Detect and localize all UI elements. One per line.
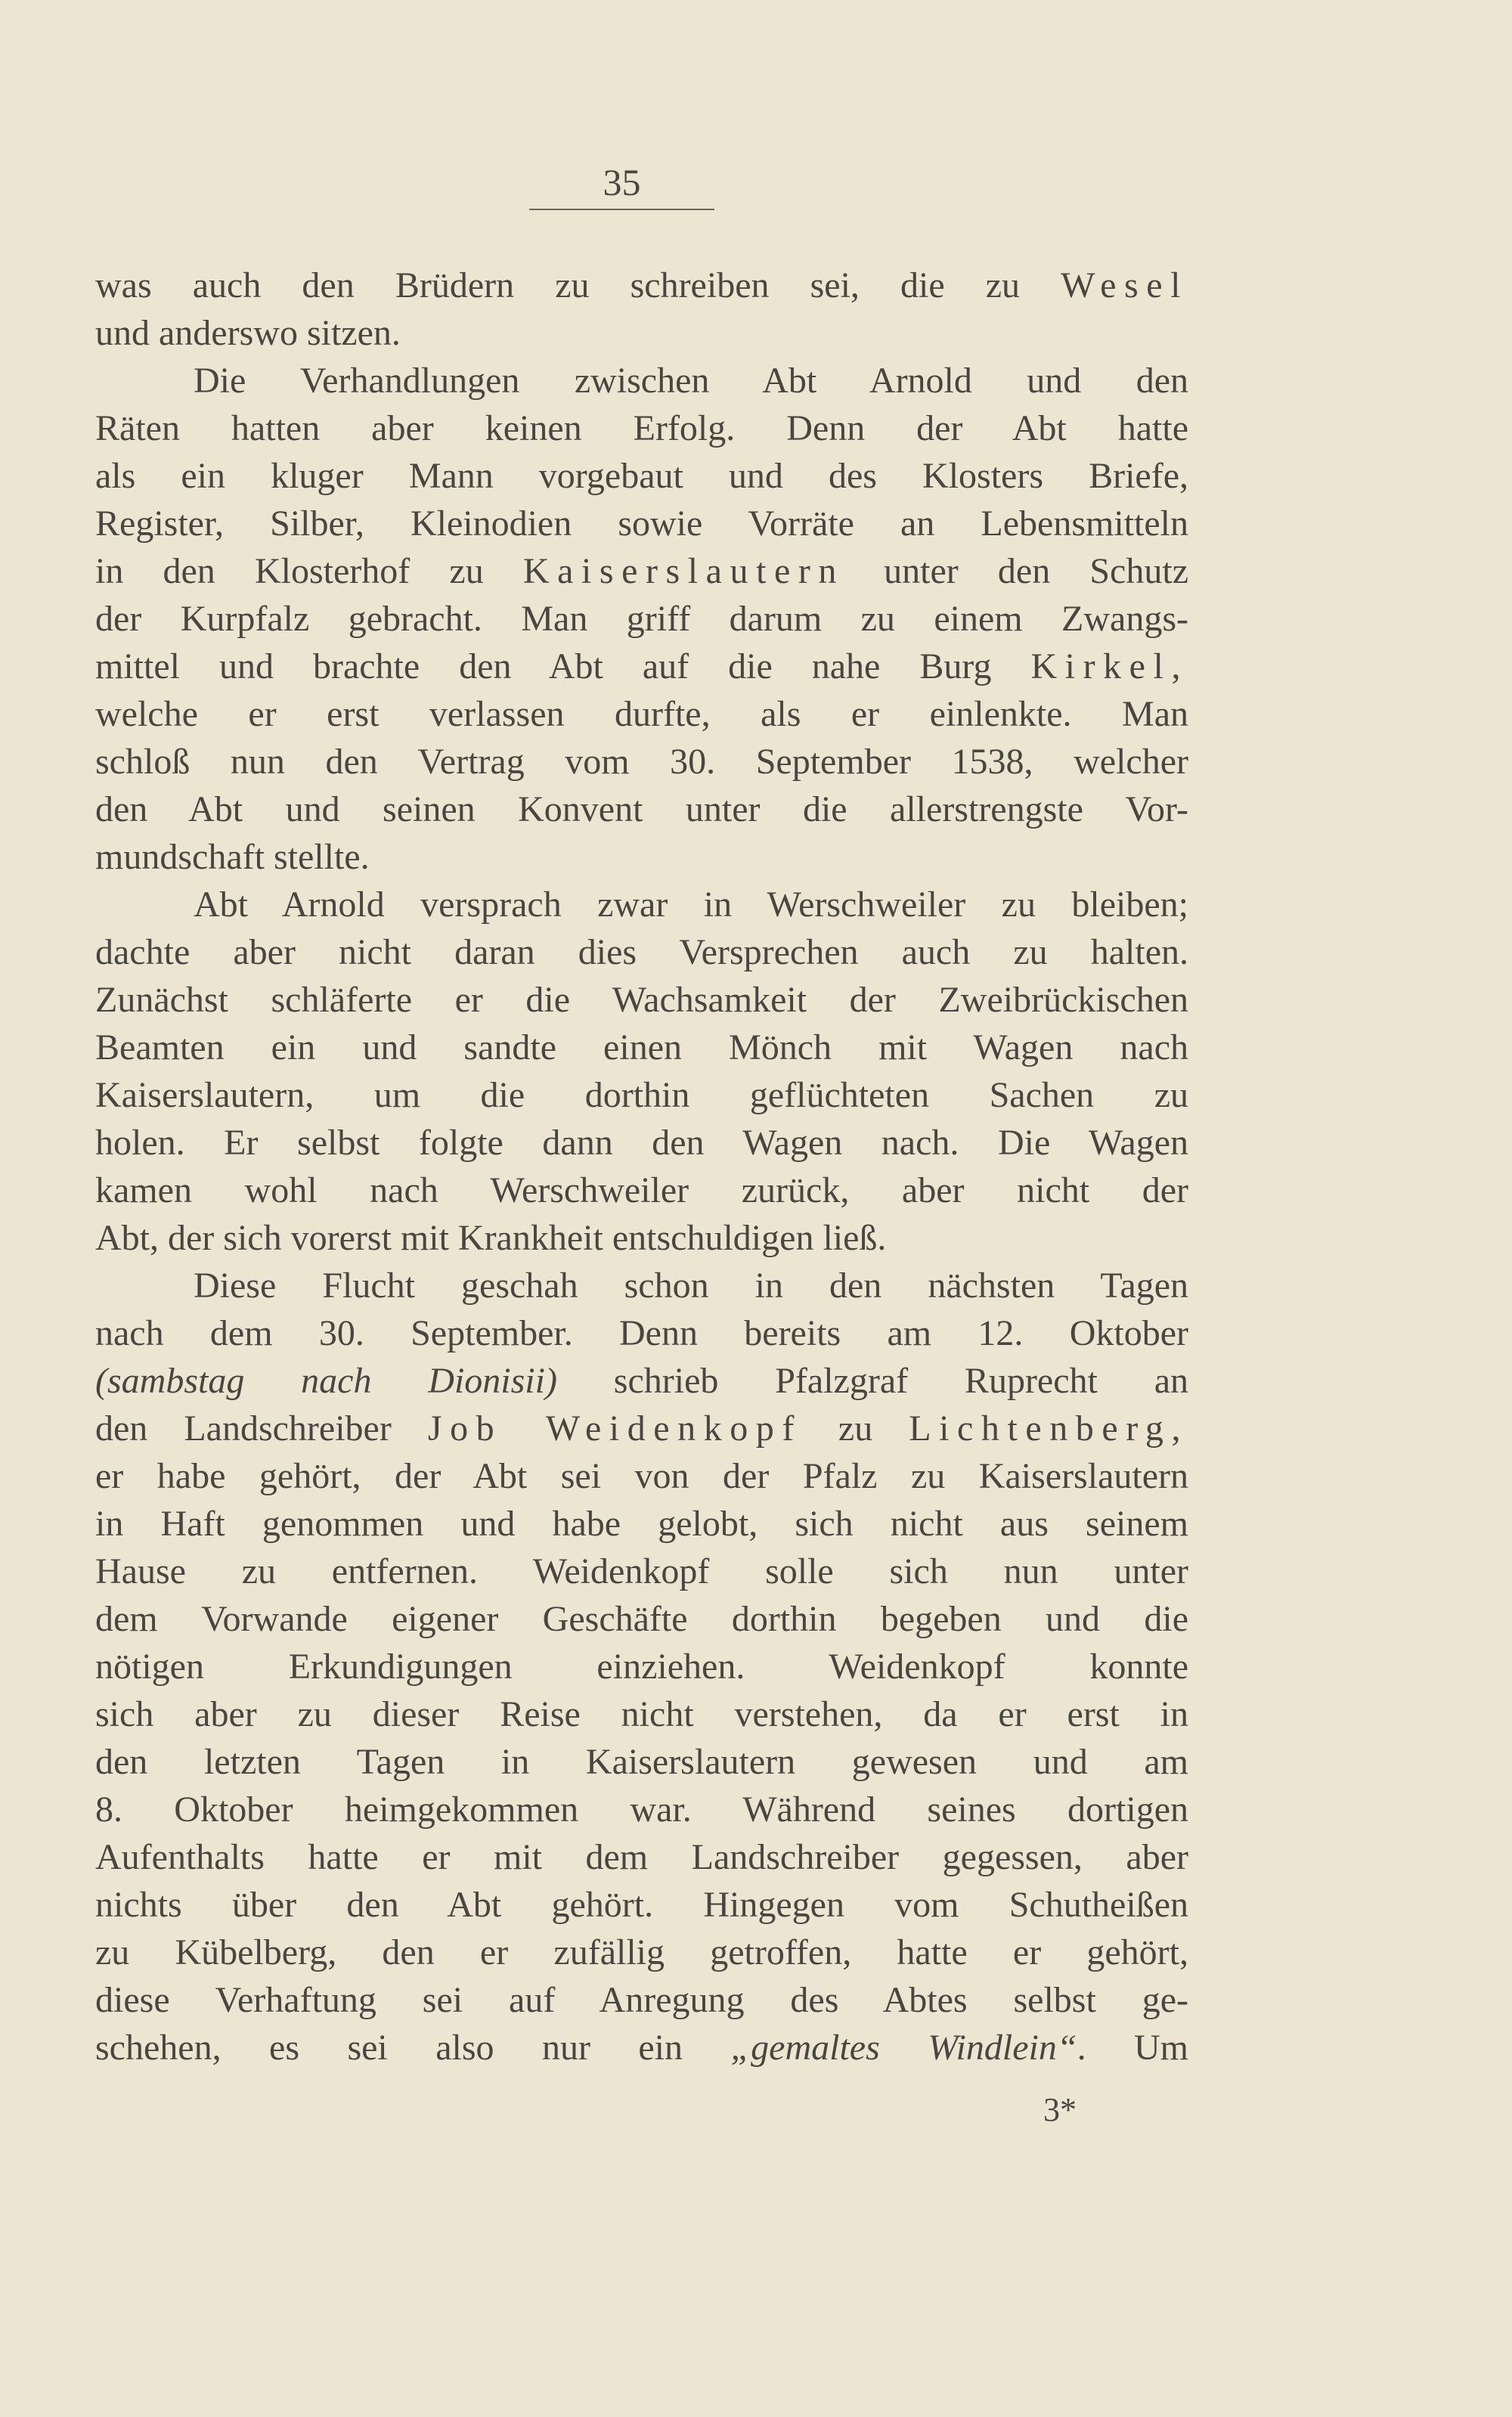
text-segment: schrieb Pfalzgraf Ruprecht an — [556, 1361, 1188, 1401]
spaced-text: Wesel — [1061, 265, 1188, 305]
text-segment: in Haft genommen und habe gelobt, sich nicht aus seinem — [95, 1504, 1188, 1544]
text-line — [95, 643, 1188, 690]
text-line — [95, 1071, 1188, 1119]
text-line — [95, 786, 1188, 833]
text-segment: den Landschreiber — [95, 1408, 428, 1449]
text-segment: Aufenthalts hatte er mit dem Landschreiber gegessen, aber — [95, 1837, 1188, 1877]
text-line — [95, 1976, 1188, 2024]
text-segment: mittel und brachte den Abt auf die nahe Burg — [95, 646, 1031, 686]
text-segment: Abt, der sich vorerst mit Krankheit entschuldigen ließ. — [95, 1218, 887, 1258]
text-line — [95, 1786, 1188, 1833]
text-segment: der Kurpfalz gebracht. Man griff darum zu einem Zwangs- — [95, 599, 1188, 639]
text-line — [95, 1119, 1188, 1167]
text-segment: in den Klosterhof zu — [95, 551, 523, 591]
spaced-text: Kaiserslautern — [522, 551, 844, 591]
text-line — [95, 738, 1188, 786]
text-segment: Diese Flucht geschah schon in den nächsten Tagen — [194, 1266, 1188, 1306]
text-segment: Hause zu entfernen. Weidenkopf solle sich nun unter — [95, 1551, 1188, 1591]
text-line — [95, 1167, 1188, 1214]
text-segment: nichts über den Abt gehört. Hingegen vom Schutheißen — [95, 1885, 1188, 1925]
text-line — [95, 500, 1188, 547]
text-segment: Kaiserslautern, um die dorthin geflüchteten Sachen zu — [95, 1075, 1188, 1115]
text-segment: was auch den Brüdern zu schreiben sei, die zu — [95, 265, 1061, 305]
text-segment: kamen wohl nach Werschweiler zurück, aber nicht der — [95, 1170, 1188, 1210]
text-line — [95, 262, 1188, 309]
text-segment: nötigen Erkundigungen einziehen. Weidenkopf konnte — [95, 1647, 1188, 1687]
text-line — [95, 1643, 1188, 1690]
text-segment: zu Kübelberg, den er zufällig getroffen, hatte er gehört, — [95, 1932, 1188, 1972]
text-segment: als ein kluger Mann vorgebaut und des Klosters Briefe, — [95, 456, 1188, 496]
text-line — [95, 1548, 1188, 1595]
text-line — [95, 1881, 1188, 1929]
text-line — [95, 1452, 1188, 1500]
text-segment: Beamten ein und sandte einen Mönch mit Wagen nach — [95, 1027, 1188, 1068]
text-line — [95, 309, 1188, 357]
text-line — [95, 881, 1188, 928]
text-segment: Abt Arnold versprach zwar in Werschweiler zu bleiben; — [194, 885, 1188, 925]
page-number: 35 — [603, 161, 641, 203]
text-line — [95, 1929, 1188, 1976]
text-line — [95, 1500, 1188, 1548]
text-line — [95, 2024, 1188, 2071]
text-line — [95, 547, 1188, 595]
text-segment: Räten hatten aber keinen Erfolg. Denn der Abt hatte — [95, 408, 1188, 448]
text-segment: mundschaft stellte. — [95, 837, 370, 877]
text-segment: diese Verhaftung sei auf Anregung des Abtes selbst ge- — [95, 1980, 1188, 2020]
italic-text: „gemaltes Windlein“ — [730, 2028, 1077, 2068]
text-segment: Register, Silber, Kleinodien sowie Vorräte an Lebensmitteln — [95, 504, 1188, 544]
text-segment: den letzten Tagen in Kaiserslautern gewesen und am — [95, 1742, 1188, 1782]
text-segment: dachte aber nicht daran dies Versprechen auch zu halten. — [95, 932, 1188, 972]
text-segment: den Abt und seinen Konvent unter die allerstrengste Vor- — [95, 789, 1188, 829]
text-line — [95, 1024, 1188, 1071]
text-line — [95, 1309, 1188, 1357]
text-segment: holen. Er selbst folgte dann den Wagen nach. Die Wagen — [95, 1123, 1188, 1163]
text-segment: nach dem 30. September. Denn bereits am 12. Oktober — [95, 1313, 1188, 1353]
spaced-text: Lichtenberg, — [909, 1408, 1189, 1449]
text-line — [95, 452, 1188, 500]
text-segment: dem Vorwande eigener Geschäfte dorthin begeben und die — [95, 1599, 1188, 1639]
text-line — [95, 1833, 1188, 1881]
text-line — [95, 1690, 1188, 1738]
text-segment: schehen, es sei also nur ein — [95, 2028, 731, 2068]
text-line — [95, 404, 1188, 452]
text-line — [95, 1595, 1188, 1643]
header-rule — [529, 209, 714, 210]
text-segment: er habe gehört, der Abt sei von der Pfalz zu Kaiserslautern — [95, 1456, 1188, 1496]
text-line — [95, 595, 1188, 643]
text-line — [95, 928, 1188, 976]
spaced-text: Job Weidenkopf — [427, 1408, 802, 1449]
text-line — [95, 976, 1188, 1024]
text-segment: unter den Schutz — [844, 551, 1189, 591]
text-line — [95, 357, 1188, 404]
text-line — [95, 1214, 1188, 1262]
text-segment: zu — [801, 1408, 909, 1449]
body-text — [95, 262, 1188, 2071]
text-segment: 8. Oktober heimgekommen war. Während seines dortigen — [95, 1790, 1188, 1830]
text-line — [95, 1405, 1188, 1452]
text-segment: Zunächst schläferte er die Wachsamkeit der Zweibrückischen — [95, 980, 1188, 1020]
text-line — [95, 1262, 1188, 1309]
italic-text: (sambstag nach Dionisii) — [95, 1361, 557, 1401]
text-segment: schloß nun den Vertrag vom 30. September 1538, welcher — [95, 742, 1188, 782]
text-line — [95, 1357, 1188, 1405]
text-segment: Die Verhandlungen zwischen Abt Arnold und den — [194, 361, 1188, 401]
spaced-text: Kirkel, — [1030, 646, 1188, 686]
text-segment: und anderswo sitzen. — [95, 313, 401, 353]
text-line — [95, 690, 1188, 738]
text-segment: sich aber zu dieser Reise nicht verstehen, da er erst in — [95, 1694, 1188, 1734]
text-segment: . Um — [1077, 2028, 1189, 2068]
text-segment: welche er erst verlassen durfte, als er einlenkte. Man — [95, 694, 1188, 734]
text-line — [95, 833, 1188, 881]
text-line — [95, 1738, 1188, 1786]
signature-mark: 3* — [1043, 2091, 1077, 2128]
